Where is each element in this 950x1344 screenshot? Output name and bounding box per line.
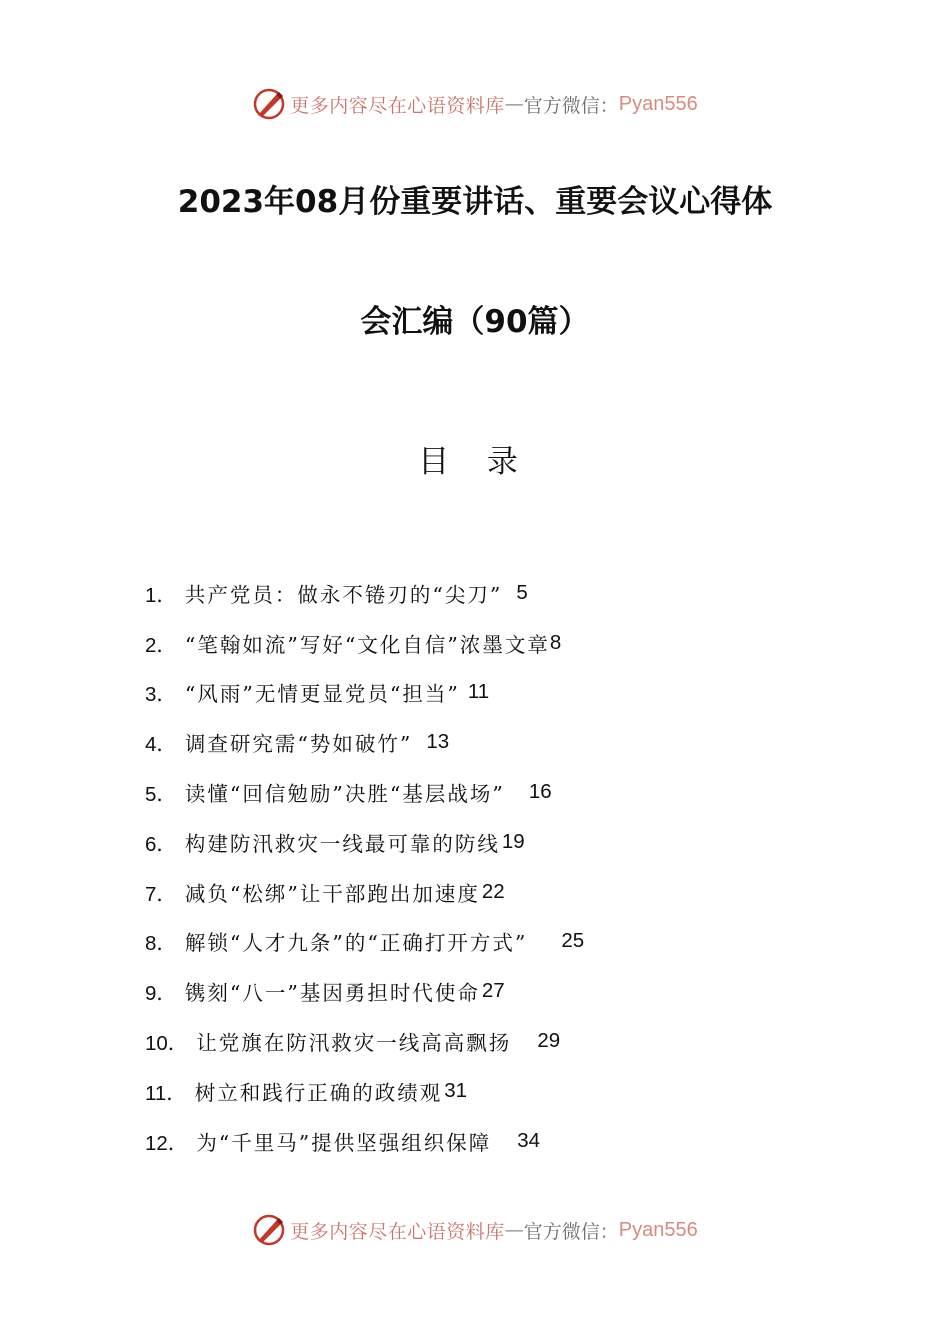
toc-item[interactable]	[145, 966, 865, 1016]
toc-item-number: 2．	[145, 633, 177, 657]
toc-item[interactable]	[145, 1016, 865, 1066]
watermark-wechat-id: Pyan556	[618, 1218, 698, 1241]
toc-item-page: 29	[537, 1029, 561, 1053]
pen-seal-logo-icon	[252, 1213, 286, 1247]
toc-item-page: 22	[481, 879, 505, 903]
toc-heading: 目 录	[418, 444, 532, 480]
toc-item[interactable]	[145, 1116, 865, 1166]
toc-item[interactable]	[145, 917, 865, 967]
watermark-brand: 更多内容尽在心语资料库	[290, 1220, 505, 1243]
toc-item[interactable]	[145, 668, 865, 718]
toc-item-number: 5．	[145, 783, 177, 807]
header-watermark	[0, 84, 950, 124]
toc-item-title: 调查研究需“势如破竹”	[184, 732, 413, 757]
pen-seal-logo-icon	[252, 87, 286, 121]
toc-item-title: 读懂“回信勉励”决胜“基层战场”	[184, 782, 505, 807]
toc-item-number: 9．	[145, 982, 177, 1006]
toc-item-title: “笔翰如流”写好“文化自信”浓墨文章	[184, 632, 550, 657]
toc-item-page: 25	[561, 929, 585, 953]
toc-item-page: 11	[467, 680, 490, 704]
toc-item-title: 共产党员：做永不锩刃的“尖刀”	[184, 582, 503, 607]
toc-item-title: 为“千里马”提供坚强组织保障	[196, 1130, 492, 1155]
toc-item[interactable]	[145, 717, 865, 767]
watermark-separator: —	[504, 1219, 524, 1241]
document-title-line-1: 2023年08月份重要讲话、重要会议心得体	[177, 184, 773, 220]
toc-item-number: 12．	[145, 1131, 189, 1155]
watermark-separator: —	[504, 93, 524, 115]
toc-item[interactable]	[145, 867, 865, 917]
toc-item-number: 6．	[145, 832, 177, 856]
toc-item-page: 5	[516, 580, 528, 604]
document-title-line-2: 会汇编（90篇）	[360, 304, 590, 340]
toc-item-number: 8．	[145, 932, 177, 956]
toc-item[interactable]	[145, 817, 865, 867]
watermark-label: 官方微信：	[523, 1220, 619, 1243]
toc-item-number: 3．	[145, 683, 177, 707]
toc-item-number: 1．	[145, 583, 177, 607]
toc-item-title: 构建防汛救灾一线最可靠的防线	[184, 831, 500, 856]
watermark-brand: 更多内容尽在心语资料库	[290, 94, 505, 117]
footer-watermark	[0, 1210, 950, 1250]
toc-item-title: “风雨”无情更显党员“担当”	[184, 682, 460, 707]
toc-item-page: 34	[517, 1128, 541, 1152]
toc-item-page: 8	[549, 630, 562, 654]
toc-item-page: 19	[501, 829, 525, 853]
table-of-contents	[145, 568, 865, 1166]
toc-item-title: 镌刻“八一”基因勇担时代使命	[184, 981, 480, 1006]
toc-item-page: 13	[426, 730, 450, 754]
toc-item[interactable]	[145, 568, 865, 618]
toc-item[interactable]	[145, 618, 865, 668]
toc-item[interactable]	[145, 1066, 865, 1116]
toc-item-title: 树立和践行正确的政绩观	[194, 1080, 443, 1105]
toc-item-number: 11．	[145, 1081, 187, 1105]
watermark-wechat-id: Pyan556	[618, 92, 698, 115]
toc-item-number: 7．	[145, 882, 177, 906]
toc-item-title: 减负“松绑”让干部跑出加速度	[184, 881, 480, 906]
toc-item-title: 解锁“人才九条”的“正确打开方式”	[184, 931, 528, 956]
toc-item-number: 10．	[145, 1032, 189, 1056]
watermark-label: 官方微信：	[523, 94, 619, 117]
toc-item[interactable]	[145, 767, 865, 817]
toc-item-page: 16	[528, 780, 552, 804]
toc-item-title: 让党旗在防汛救灾一线高高飘扬	[196, 1031, 512, 1056]
toc-item-number: 4．	[145, 733, 177, 757]
toc-item-page: 27	[481, 979, 505, 1003]
toc-item-page: 31	[444, 1078, 468, 1102]
